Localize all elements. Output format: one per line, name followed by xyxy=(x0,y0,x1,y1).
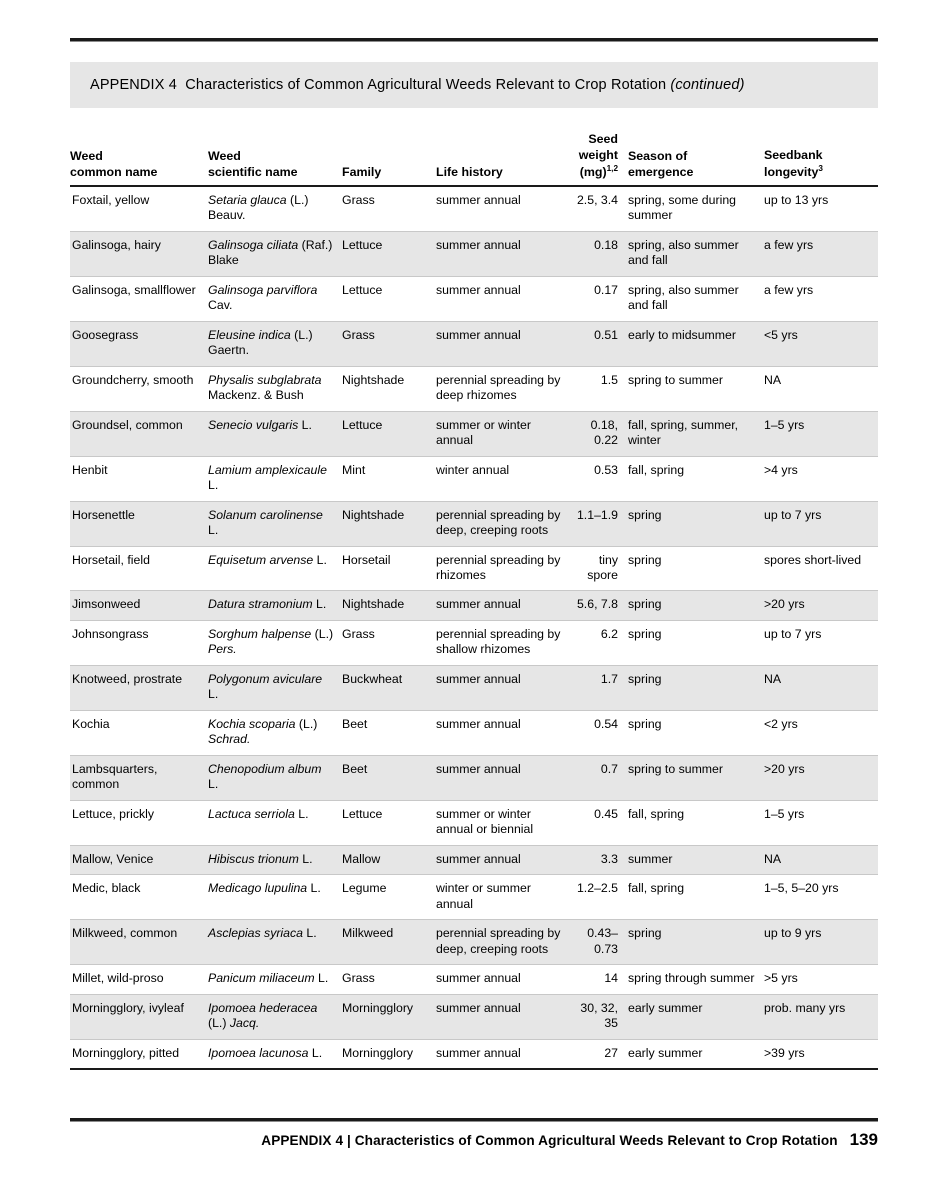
cell-family: Horsetail xyxy=(342,546,436,591)
table-row xyxy=(70,994,878,1039)
table-row xyxy=(70,1039,878,1069)
cell-scientific-name xyxy=(208,710,342,755)
cell-seed-weight: 0.17 xyxy=(574,276,628,321)
page-footer xyxy=(70,1130,878,1150)
scientific-name-authority: L. xyxy=(294,806,309,821)
cell-common-name: Mallow, Venice xyxy=(70,845,208,874)
cell-common-name: Milkweed, common xyxy=(70,920,208,965)
scientific-name-text: Medicago lupulina L. xyxy=(208,881,321,896)
cell-life-history: summer annual xyxy=(436,1039,574,1069)
cell-life-history: summer annual xyxy=(436,845,574,874)
table-row xyxy=(70,186,878,231)
header-line-1: Seedbank xyxy=(764,147,823,162)
scientific-name-authority: (L.) xyxy=(295,716,318,731)
appendix-title-bar xyxy=(70,62,878,108)
cell-season-of-emergence: spring xyxy=(628,546,764,591)
header-line-1: Seed xyxy=(588,132,618,146)
scientific-name-authority: (L.) xyxy=(311,626,334,641)
cell-family: Lettuce xyxy=(342,231,436,276)
cell-life-history: perennial spreading by shallow rhizomes xyxy=(436,620,574,665)
cell-life-history: summer annual xyxy=(436,755,574,800)
cell-common-name: Foxtail, yellow xyxy=(70,186,208,231)
scientific-name-authority: L. xyxy=(208,523,219,538)
cell-season-of-emergence: early summer xyxy=(628,1039,764,1069)
cell-seed-weight: 1.5 xyxy=(574,366,628,411)
cell-seed-weight: 0.18, 0.22 xyxy=(574,411,628,456)
cell-seedbank-longevity: prob. many yrs xyxy=(764,994,878,1039)
cell-life-history: perennial spreading by deep, creeping roots xyxy=(436,920,574,965)
column-header-season-of-emergence xyxy=(628,132,764,186)
scientific-name-text: Chenopodium album L. xyxy=(208,761,322,792)
cell-scientific-name xyxy=(208,501,342,546)
cell-seedbank-longevity: >20 yrs xyxy=(764,755,878,800)
cell-season-of-emergence: early summer xyxy=(628,994,764,1039)
scientific-name-authority: Cav. xyxy=(208,298,233,313)
cell-family: Legume xyxy=(342,875,436,920)
cell-scientific-name xyxy=(208,875,342,920)
cell-seedbank-longevity: spores short-lived xyxy=(764,546,878,591)
cell-seed-weight: 1.1–1.9 xyxy=(574,501,628,546)
header-line-3: (mg) xyxy=(579,164,607,179)
cell-family: Mallow xyxy=(342,845,436,874)
cell-seed-weight: 1.7 xyxy=(574,665,628,710)
scientific-name-authority: (L.) Gaertn. xyxy=(208,327,313,358)
scientific-name-text: Eleusine indica (L.) Gaertn. xyxy=(208,327,313,358)
cell-life-history: perennial spreading by deep rhizomes xyxy=(436,366,574,411)
cell-season-of-emergence: spring xyxy=(628,920,764,965)
cell-scientific-name xyxy=(208,800,342,845)
cell-seedbank-longevity: 1–5, 5–20 yrs xyxy=(764,875,878,920)
cell-family: Nightshade xyxy=(342,366,436,411)
cell-season-of-emergence: fall, spring xyxy=(628,875,764,920)
header-line-1: Weed xyxy=(208,149,241,163)
scientific-name-text: Asclepias syriaca L. xyxy=(208,926,317,941)
cell-scientific-name xyxy=(208,591,342,620)
cell-common-name: Medic, black xyxy=(70,875,208,920)
appendix-title xyxy=(90,77,745,93)
cell-scientific-name xyxy=(208,1039,342,1069)
cell-common-name: Horsetail, field xyxy=(70,546,208,591)
cell-common-name: Galinsoga, hairy xyxy=(70,231,208,276)
cell-family: Lettuce xyxy=(342,411,436,456)
cell-common-name: Horsenettle xyxy=(70,501,208,546)
scientific-name-authority: L. xyxy=(314,971,329,986)
cell-seed-weight: 6.2 xyxy=(574,620,628,665)
table-row xyxy=(70,920,878,965)
appendix-title-prefix: APPENDIX 4 xyxy=(90,77,177,93)
header-line-2: scientific name xyxy=(208,164,298,179)
cell-season-of-emergence: fall, spring xyxy=(628,456,764,501)
cell-scientific-name xyxy=(208,411,342,456)
scientific-name-text: Lactuca serriola L. xyxy=(208,806,309,821)
header-line-1: Life history xyxy=(436,164,503,179)
scientific-name-authority: L. xyxy=(208,777,219,792)
cell-family: Buckwheat xyxy=(342,665,436,710)
table-row xyxy=(70,875,878,920)
appendix-title-continued: (continued) xyxy=(670,77,745,93)
cell-seed-weight: 3.3 xyxy=(574,845,628,874)
weeds-characteristics-table xyxy=(70,132,878,1070)
scientific-name-text: Panicum miliaceum L. xyxy=(208,971,329,986)
cell-common-name: Lambsquarters, common xyxy=(70,755,208,800)
cell-season-of-emergence: summer xyxy=(628,845,764,874)
cell-seedbank-longevity: NA xyxy=(764,845,878,874)
top-rule-divider xyxy=(70,38,878,42)
column-header-scientific-name xyxy=(208,132,342,186)
scientific-name-authority: (Raf.) Blake xyxy=(208,237,333,268)
cell-scientific-name xyxy=(208,965,342,994)
cell-family: Lettuce xyxy=(342,276,436,321)
cell-seedbank-longevity: >39 yrs xyxy=(764,1039,878,1069)
cell-family: Morningglory xyxy=(342,1039,436,1069)
cell-seedbank-longevity: >5 yrs xyxy=(764,965,878,994)
header-line-1: Family xyxy=(342,164,382,179)
cell-seedbank-longevity: <5 yrs xyxy=(764,321,878,366)
cell-family: Morningglory xyxy=(342,994,436,1039)
cell-scientific-name xyxy=(208,321,342,366)
cell-seed-weight: 30, 32, 35 xyxy=(574,994,628,1039)
column-header-common-name xyxy=(70,132,208,186)
cell-seedbank-longevity: 1–5 yrs xyxy=(764,411,878,456)
cell-season-of-emergence: spring xyxy=(628,710,764,755)
cell-season-of-emergence: spring, some during summer xyxy=(628,186,764,231)
scientific-name-text: Sorghum halpense (L.) Pers. xyxy=(208,626,334,657)
cell-common-name: Lettuce, prickly xyxy=(70,800,208,845)
cell-common-name: Morningglory, ivyleaf xyxy=(70,994,208,1039)
table-row xyxy=(70,665,878,710)
cell-common-name: Groundcherry, smooth xyxy=(70,366,208,411)
cell-family: Beet xyxy=(342,755,436,800)
cell-scientific-name xyxy=(208,665,342,710)
cell-scientific-name xyxy=(208,755,342,800)
cell-seed-weight: 2.5, 3.4 xyxy=(574,186,628,231)
cell-season-of-emergence: spring to summer xyxy=(628,366,764,411)
cell-season-of-emergence: fall, spring, summer, winter xyxy=(628,411,764,456)
cell-scientific-name xyxy=(208,231,342,276)
header-footnote-marker: 1,2 xyxy=(606,163,618,173)
cell-seedbank-longevity: up to 9 yrs xyxy=(764,920,878,965)
cell-scientific-name xyxy=(208,456,342,501)
header-line-2: weight xyxy=(578,147,618,162)
cell-family: Lettuce xyxy=(342,800,436,845)
table-row xyxy=(70,411,878,456)
cell-seed-weight: 0.53 xyxy=(574,456,628,501)
scientific-name-text: Setaria glauca (L.) Beauv. xyxy=(208,192,309,223)
scientific-name-text: Solanum carolinense L. xyxy=(208,507,323,538)
cell-family: Grass xyxy=(342,186,436,231)
cell-seedbank-longevity: NA xyxy=(764,665,878,710)
cell-seed-weight: 1.2–2.5 xyxy=(574,875,628,920)
cell-seed-weight: 0.54 xyxy=(574,710,628,755)
cell-family: Grass xyxy=(342,965,436,994)
footer-running-head: APPENDIX 4 | Characteristics of Common Agricultural Weeds Relevant to Crop Rotation xyxy=(261,1133,838,1148)
cell-life-history: summer or winter annual xyxy=(436,411,574,456)
scientific-name-authority: L. xyxy=(303,926,317,941)
table-row xyxy=(70,501,878,546)
scientific-name-text: Galinsoga parviflora Cav. xyxy=(208,282,318,313)
cell-seedbank-longevity: a few yrs xyxy=(764,231,878,276)
scientific-name-authority: (L.) Beauv. xyxy=(208,192,309,223)
cell-common-name: Morningglory, pitted xyxy=(70,1039,208,1069)
cell-family: Milkweed xyxy=(342,920,436,965)
cell-family: Grass xyxy=(342,321,436,366)
scientific-name-authority: L. xyxy=(308,1045,323,1060)
scientific-name-authority-italic: Pers. xyxy=(208,642,237,657)
cell-scientific-name xyxy=(208,276,342,321)
cell-life-history: summer annual xyxy=(436,186,574,231)
cell-life-history: summer annual xyxy=(436,710,574,755)
column-header-life-history xyxy=(436,132,574,186)
header-footnote-marker: 3 xyxy=(818,163,823,173)
scientific-name-text: Senecio vulgaris L. xyxy=(208,417,312,432)
cell-seedbank-longevity: >20 yrs xyxy=(764,591,878,620)
cell-life-history: winter annual xyxy=(436,456,574,501)
cell-life-history: summer annual xyxy=(436,321,574,366)
cell-family: Mint xyxy=(342,456,436,501)
page-number: 139 xyxy=(849,1130,878,1149)
cell-life-history: winter or summer annual xyxy=(436,875,574,920)
scientific-name-text: Physalis subglabrata Mackenz. & Bush xyxy=(208,372,322,403)
scientific-name-text: Lamium amplexicaule L. xyxy=(208,462,327,493)
cell-seedbank-longevity: a few yrs xyxy=(764,276,878,321)
scientific-name-authority: L. xyxy=(307,881,321,896)
cell-scientific-name xyxy=(208,186,342,231)
cell-season-of-emergence: spring, also summer and fall xyxy=(628,276,764,321)
cell-seed-weight: 14 xyxy=(574,965,628,994)
scientific-name-text: Kochia scoparia (L.) Schrad. xyxy=(208,716,318,747)
cell-season-of-emergence: spring xyxy=(628,591,764,620)
cell-life-history: perennial spreading by rhizomes xyxy=(436,546,574,591)
cell-common-name: Groundsel, common xyxy=(70,411,208,456)
cell-common-name: Millet, wild-proso xyxy=(70,965,208,994)
cell-common-name: Knotweed, prostrate xyxy=(70,665,208,710)
table-row xyxy=(70,845,878,874)
table-row xyxy=(70,366,878,411)
header-line-2: emergence xyxy=(628,164,694,179)
cell-common-name: Henbit xyxy=(70,456,208,501)
cell-life-history: summer annual xyxy=(436,591,574,620)
cell-life-history: summer annual xyxy=(436,665,574,710)
header-line-1: Season of xyxy=(628,149,688,163)
cell-seed-weight: 0.45 xyxy=(574,800,628,845)
header-line-2: longevity xyxy=(764,164,819,179)
cell-family: Grass xyxy=(342,620,436,665)
cell-seedbank-longevity: up to 7 yrs xyxy=(764,501,878,546)
header-line-2: common name xyxy=(70,164,158,179)
cell-seedbank-longevity: up to 13 yrs xyxy=(764,186,878,231)
cell-season-of-emergence: spring xyxy=(628,501,764,546)
table-row xyxy=(70,800,878,845)
scientific-name-text: Hibiscus trionum L. xyxy=(208,851,313,866)
cell-season-of-emergence: spring, also summer and fall xyxy=(628,231,764,276)
scientific-name-authority: L. xyxy=(208,478,219,493)
scientific-name-text: Ipomoea hederacea (L.) Jacq. xyxy=(208,1000,318,1031)
scientific-name-authority: L. xyxy=(298,417,312,432)
cell-seed-weight: 0.18 xyxy=(574,231,628,276)
scientific-name-text: Ipomoea lacunosa L. xyxy=(208,1045,323,1060)
cell-scientific-name xyxy=(208,546,342,591)
scientific-name-authority-italic: Schrad. xyxy=(208,732,251,747)
cell-season-of-emergence: spring to summer xyxy=(628,755,764,800)
cell-seedbank-longevity: 1–5 yrs xyxy=(764,800,878,845)
cell-scientific-name xyxy=(208,920,342,965)
table-row xyxy=(70,456,878,501)
scientific-name-authority-italic: Jacq. xyxy=(229,1016,260,1031)
appendix-title-main: Characteristics of Common Agricultural Weeds Relevant to Crop Rotation xyxy=(185,77,667,93)
scientific-name-text: Galinsoga ciliata (Raf.) Blake xyxy=(208,237,333,268)
scientific-name-text: Datura stramonium L. xyxy=(208,597,327,612)
cell-seed-weight: 5.6, 7.8 xyxy=(574,591,628,620)
cell-season-of-emergence: spring xyxy=(628,665,764,710)
cell-seed-weight: 27 xyxy=(574,1039,628,1069)
cell-seed-weight: tiny spore xyxy=(574,546,628,591)
table-row xyxy=(70,965,878,994)
cell-season-of-emergence: fall, spring xyxy=(628,800,764,845)
table-row xyxy=(70,276,878,321)
cell-seedbank-longevity: <2 yrs xyxy=(764,710,878,755)
cell-common-name: Johnsongrass xyxy=(70,620,208,665)
table-row xyxy=(70,620,878,665)
cell-season-of-emergence: spring xyxy=(628,620,764,665)
scientific-name-authority: Mackenz. & Bush xyxy=(208,388,304,403)
cell-life-history: summer or winter annual or biennial xyxy=(436,800,574,845)
cell-season-of-emergence: spring through summer xyxy=(628,965,764,994)
cell-seedbank-longevity: >4 yrs xyxy=(764,456,878,501)
table-row xyxy=(70,755,878,800)
cell-common-name: Kochia xyxy=(70,710,208,755)
scientific-name-authority: L. xyxy=(298,851,313,866)
column-header-seed-weight xyxy=(574,132,628,186)
table-row xyxy=(70,231,878,276)
cell-scientific-name xyxy=(208,366,342,411)
header-line-1: Weed xyxy=(70,149,103,163)
cell-seed-weight: 0.51 xyxy=(574,321,628,366)
cell-life-history: summer annual xyxy=(436,994,574,1039)
cell-family: Nightshade xyxy=(342,501,436,546)
cell-life-history: summer annual xyxy=(436,276,574,321)
footer-rule-divider xyxy=(70,1118,878,1122)
cell-season-of-emergence: early to midsummer xyxy=(628,321,764,366)
cell-common-name: Jimsonweed xyxy=(70,591,208,620)
scientific-name-authority: (L.) xyxy=(208,1016,230,1031)
cell-common-name: Goosegrass xyxy=(70,321,208,366)
cell-scientific-name xyxy=(208,994,342,1039)
scientific-name-text: Polygonum aviculare L. xyxy=(208,671,323,702)
table-row xyxy=(70,546,878,591)
table-header-row xyxy=(70,132,878,186)
cell-life-history: summer annual xyxy=(436,231,574,276)
cell-seed-weight: 0.7 xyxy=(574,755,628,800)
cell-scientific-name xyxy=(208,620,342,665)
table-row xyxy=(70,321,878,366)
table-body xyxy=(70,186,878,1069)
column-header-seedbank-longevity xyxy=(764,132,878,186)
table-row xyxy=(70,710,878,755)
cell-family: Beet xyxy=(342,710,436,755)
scientific-name-authority: L. xyxy=(313,552,327,567)
scientific-name-text: Equisetum arvense L. xyxy=(208,552,327,567)
cell-life-history: summer annual xyxy=(436,965,574,994)
cell-seedbank-longevity: NA xyxy=(764,366,878,411)
cell-life-history: perennial spreading by deep, creeping roots xyxy=(436,501,574,546)
table-header xyxy=(70,132,878,186)
table-row xyxy=(70,591,878,620)
cell-common-name: Galinsoga, smallflower xyxy=(70,276,208,321)
scientific-name-authority: L. xyxy=(312,597,327,612)
cell-scientific-name xyxy=(208,845,342,874)
cell-family: Nightshade xyxy=(342,591,436,620)
cell-seedbank-longevity: up to 7 yrs xyxy=(764,620,878,665)
cell-seed-weight: 0.43–0.73 xyxy=(574,920,628,965)
column-header-family xyxy=(342,132,436,186)
scientific-name-authority: L. xyxy=(208,687,219,702)
